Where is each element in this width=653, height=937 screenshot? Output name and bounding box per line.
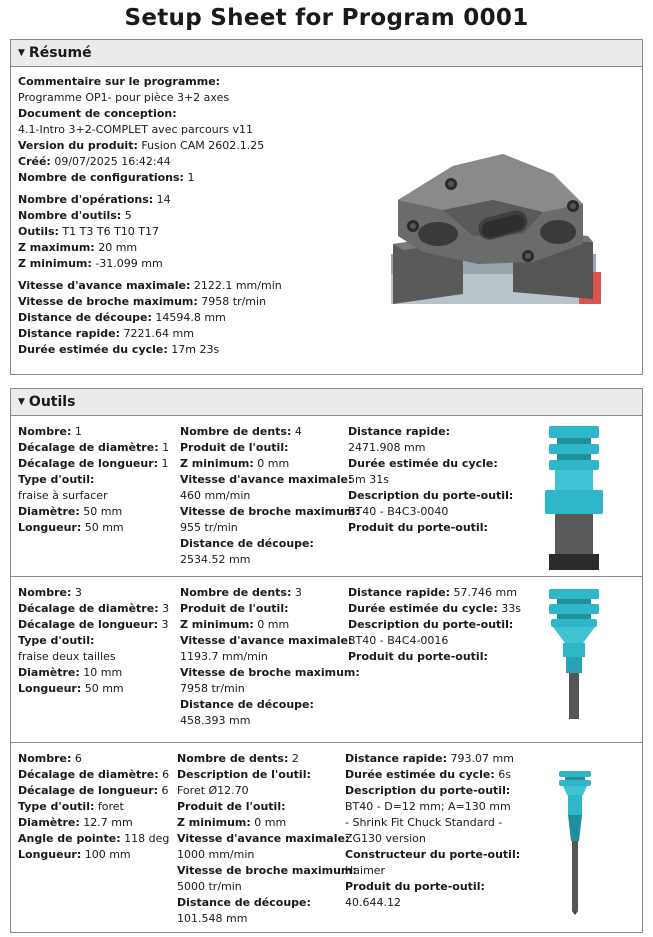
field-value: 14594.8 mm xyxy=(151,311,226,324)
field-value: 2534.52 mm xyxy=(180,553,251,566)
field-label: Décalage de longueur: xyxy=(18,457,159,470)
field-value: 6 xyxy=(158,784,169,797)
field-value: 3 xyxy=(158,618,169,631)
field-label: Nombre d'outils: xyxy=(18,209,122,222)
tool-field xyxy=(177,767,357,783)
tool-field xyxy=(177,815,357,831)
field-label: Type d'outil: xyxy=(18,473,95,486)
tool-field xyxy=(180,504,360,520)
tool-field xyxy=(348,633,521,649)
field-label: Vitesse d'avance maximale: xyxy=(180,634,353,647)
resume-header[interactable] xyxy=(11,40,642,67)
field-value: 2471.908 mm xyxy=(348,441,426,454)
resume-line xyxy=(18,256,282,272)
tool-field xyxy=(180,601,360,617)
field-label: Nombre d'opérations: xyxy=(18,193,154,206)
tool-field xyxy=(180,440,360,456)
resume-line xyxy=(18,310,282,326)
tool-field xyxy=(348,488,513,504)
field-value: Programme OP1- pour pièce 3+2 axes xyxy=(18,91,230,104)
field-label: Nombre: xyxy=(18,586,72,599)
tool-field xyxy=(18,456,169,472)
field-value: BT40 - B4C4-0016 xyxy=(348,634,449,647)
outils-section xyxy=(10,388,643,933)
field-label: Constructeur du porte-outil: xyxy=(345,848,521,861)
tool-field xyxy=(180,520,360,536)
tool-field xyxy=(18,751,169,767)
field-label: Outils: xyxy=(18,225,59,238)
tool-field xyxy=(18,633,169,649)
field-value: 7221.64 mm xyxy=(120,327,194,340)
field-value: 1 xyxy=(183,171,195,184)
field-value: 5 xyxy=(121,209,132,222)
field-value: 14 xyxy=(153,193,171,206)
field-label: Durée estimée du cycle: xyxy=(18,343,168,356)
tool-field xyxy=(18,488,169,504)
field-value: T1 T3 T6 T10 T17 xyxy=(58,225,160,238)
field-label: Décalage de longueur: xyxy=(18,618,159,631)
field-value: 4.1-Intro 3+2-COMPLET avec parcours v11 xyxy=(18,123,254,136)
tool-field xyxy=(348,456,513,472)
tool-field xyxy=(18,815,169,831)
tool-field xyxy=(345,863,520,879)
tool-field xyxy=(180,585,360,601)
field-value: Fusion CAM 2602.1.25 xyxy=(137,139,265,152)
field-value: 2 xyxy=(288,752,299,765)
field-value: 50 mm xyxy=(81,682,124,695)
field-value: 09/07/2025 16:42:44 xyxy=(50,155,171,168)
field-value: - Shrink Fit Chuck Standard - xyxy=(345,816,503,829)
field-label: Vitesse de broche maximum: xyxy=(18,295,198,308)
field-label: Décalage de diamètre: xyxy=(18,768,159,781)
field-value: 10 mm xyxy=(79,666,123,679)
field-label: Durée estimée du cycle: xyxy=(345,768,495,781)
field-label: Décalage de diamètre: xyxy=(18,602,159,615)
field-label: Produit de l'outil: xyxy=(177,800,286,813)
field-label: Z minimum: xyxy=(18,257,92,270)
field-value: 0 mm xyxy=(253,618,290,631)
field-label: Vitesse d'avance maximale: xyxy=(18,279,191,292)
field-value: 101.548 mm xyxy=(177,912,248,925)
tool-field xyxy=(18,799,169,815)
tool-field xyxy=(348,472,513,488)
page-title: Setup Sheet for Program 0001 xyxy=(124,5,529,31)
tool-field xyxy=(348,520,513,536)
tool-field xyxy=(177,847,357,863)
field-label: Distance rapide: xyxy=(348,425,450,438)
field-value: 7958 tr/min xyxy=(180,682,245,695)
field-label: Produit du porte-outil: xyxy=(348,650,488,663)
tool-field xyxy=(18,665,169,681)
resume-line xyxy=(18,74,282,90)
field-label: Distance de découpe: xyxy=(180,537,314,550)
tool-field xyxy=(180,552,360,568)
tool-field xyxy=(177,783,357,799)
field-label: Vitesse de broche maximum: xyxy=(177,864,357,877)
field-value: 20 mm xyxy=(94,241,138,254)
field-label: Vitesse d'avance maximale: xyxy=(180,473,353,486)
tool-field xyxy=(18,767,169,783)
field-value: 2122.1 mm/min xyxy=(190,279,282,292)
resume-line xyxy=(18,294,282,310)
field-label: Nombre de dents: xyxy=(180,586,292,599)
tool-field xyxy=(177,751,357,767)
field-value: 7958 tr/min xyxy=(197,295,267,308)
part-preview-image xyxy=(383,144,613,304)
resume-details xyxy=(18,74,282,358)
field-label: Z minimum: xyxy=(180,457,254,470)
field-label: Distance de découpe: xyxy=(177,896,311,909)
tool-row xyxy=(11,743,642,935)
tool-row xyxy=(11,416,642,577)
field-value: 460 mm/min xyxy=(180,489,251,502)
tool-field xyxy=(348,504,513,520)
resume-line xyxy=(18,342,282,358)
field-value: BT40 - D=12 mm; A=130 mm xyxy=(345,800,511,813)
field-value: 0 mm xyxy=(253,457,290,470)
field-value: 33s xyxy=(497,602,521,615)
tool-field xyxy=(177,911,357,927)
field-value: fraise deux tailles xyxy=(18,650,116,663)
tool-field xyxy=(180,617,360,633)
field-value: 3 xyxy=(291,586,302,599)
tool-field xyxy=(18,424,169,440)
tool-field xyxy=(348,601,521,617)
field-label: Commentaire sur le programme: xyxy=(18,75,221,88)
field-label: Durée estimée du cycle: xyxy=(348,457,498,470)
tool-6-image xyxy=(555,769,595,915)
resume-header-label: Résumé xyxy=(28,45,92,61)
field-value: 50 mm xyxy=(79,505,123,518)
field-label: Nombre: xyxy=(18,425,72,438)
field-value: 793.07 mm xyxy=(447,752,514,765)
tool-field xyxy=(18,831,169,847)
resume-line xyxy=(18,326,282,342)
tool-field xyxy=(180,456,360,472)
tool-field xyxy=(180,681,360,697)
tool-field xyxy=(180,488,360,504)
tool-row xyxy=(11,577,642,743)
field-label: Description du porte-outil: xyxy=(348,489,514,502)
field-value: Foret Ø12.70 xyxy=(177,784,249,797)
field-value: Haimer xyxy=(345,864,386,877)
tool-field xyxy=(18,601,169,617)
tool-field xyxy=(345,799,520,815)
field-value: 100 mm xyxy=(81,848,131,861)
field-label: Longueur: xyxy=(18,848,82,861)
tool-field xyxy=(18,617,169,633)
field-value: 1 xyxy=(71,425,82,438)
tool-field xyxy=(345,895,520,911)
resume-line xyxy=(18,224,282,240)
tool-field xyxy=(177,895,357,911)
field-label: Décalage de diamètre: xyxy=(18,441,159,454)
resume-line xyxy=(18,170,282,186)
field-value: 0 mm xyxy=(250,816,287,829)
tool-field xyxy=(345,831,520,847)
tool-field xyxy=(177,879,357,895)
collapse-triangle-icon[interactable]: ▼ xyxy=(18,48,25,58)
tool-field xyxy=(180,697,360,713)
field-value: 1 xyxy=(158,441,170,454)
field-label: Diamètre: xyxy=(18,505,80,518)
tool-field xyxy=(177,863,357,879)
field-label: Z maximum: xyxy=(18,241,95,254)
tool-field xyxy=(177,799,357,815)
tool-field xyxy=(345,879,520,895)
field-label: Durée estimée du cycle: xyxy=(348,602,498,615)
resume-line xyxy=(18,138,282,154)
resume-line xyxy=(18,90,282,106)
field-value: 4 xyxy=(291,425,302,438)
field-label: Distance de découpe: xyxy=(180,698,314,711)
field-value: ZG130 version xyxy=(345,832,426,845)
field-value: 1 xyxy=(158,457,169,470)
tool-field xyxy=(177,831,357,847)
resume-section xyxy=(10,39,643,375)
resume-line xyxy=(18,278,282,294)
tool-field xyxy=(348,424,513,440)
field-label: Type d'outil: xyxy=(18,800,95,813)
resume-line xyxy=(18,154,282,170)
tool-field xyxy=(348,585,521,601)
field-value: 50 mm xyxy=(81,521,124,534)
tool-field xyxy=(348,440,513,456)
field-value: 5m 31s xyxy=(348,473,389,486)
tool-field xyxy=(180,472,360,488)
field-label: Longueur: xyxy=(18,682,82,695)
resume-line xyxy=(18,240,282,256)
tool-field xyxy=(18,504,169,520)
field-label: Type d'outil: xyxy=(18,634,95,647)
tool-1-image xyxy=(539,424,609,572)
field-label: Décalage de longueur: xyxy=(18,784,159,797)
field-value: 6s xyxy=(494,768,511,781)
field-value: BT40 - B4C3-0040 xyxy=(348,505,449,518)
field-label: Produit du porte-outil: xyxy=(345,880,485,893)
field-label: Produit de l'outil: xyxy=(180,441,289,454)
field-label: Produit de l'outil: xyxy=(180,602,289,615)
field-value: 955 tr/min xyxy=(180,521,238,534)
tool-field xyxy=(348,649,521,665)
field-label: Diamètre: xyxy=(18,816,80,829)
tool-field xyxy=(345,751,520,767)
field-value: 57.746 mm xyxy=(450,586,517,599)
tool-field xyxy=(345,767,520,783)
outils-header[interactable] xyxy=(11,389,642,416)
tool-field xyxy=(180,424,360,440)
tool-field xyxy=(348,617,521,633)
field-label: Vitesse d'avance maximale: xyxy=(177,832,350,845)
tool-field xyxy=(18,847,169,863)
field-label: Nombre de configurations: xyxy=(18,171,184,184)
field-value: 12.7 mm xyxy=(79,816,133,829)
field-label: Angle de pointe: xyxy=(18,832,121,845)
tool-field xyxy=(18,783,169,799)
tool-3-image xyxy=(543,587,605,721)
field-label: Distance rapide: xyxy=(18,327,120,340)
field-label: Nombre de dents: xyxy=(177,752,289,765)
field-label: Distance rapide: xyxy=(348,586,450,599)
field-value: 458.393 mm xyxy=(180,714,251,727)
field-label: Produit du porte-outil: xyxy=(348,521,488,534)
field-value: foret xyxy=(94,800,124,813)
tool-field xyxy=(345,815,520,831)
tool-field xyxy=(18,520,169,536)
field-value: 5000 tr/min xyxy=(177,880,242,893)
field-label: Vitesse de broche maximum: xyxy=(180,666,360,679)
field-value: -31.099 mm xyxy=(91,257,163,270)
field-label: Nombre de dents: xyxy=(180,425,292,438)
collapse-triangle-icon[interactable]: ▼ xyxy=(18,397,25,407)
field-label: Z minimum: xyxy=(180,618,254,631)
resume-line xyxy=(18,106,282,122)
tool-field xyxy=(345,847,520,863)
field-label: Description du porte-outil: xyxy=(345,784,511,797)
tool-field xyxy=(18,681,169,697)
outils-header-label: Outils xyxy=(28,394,76,410)
resume-line xyxy=(18,192,282,208)
field-label: Distance rapide: xyxy=(345,752,447,765)
field-label: Version du produit: xyxy=(18,139,138,152)
field-label: Créé: xyxy=(18,155,51,168)
field-value: 6 xyxy=(158,768,170,781)
resume-line xyxy=(18,208,282,224)
tool-field xyxy=(18,585,169,601)
tool-field xyxy=(18,472,169,488)
field-label: Longueur: xyxy=(18,521,82,534)
tool-field xyxy=(345,783,520,799)
field-value: 40.644.12 xyxy=(345,896,401,909)
tool-field xyxy=(180,536,360,552)
tool-field xyxy=(180,665,360,681)
tool-field xyxy=(18,440,169,456)
field-value: 1193.7 mm/min xyxy=(180,650,268,663)
field-label: Diamètre: xyxy=(18,666,80,679)
field-label: Distance de découpe: xyxy=(18,311,152,324)
field-label: Document de conception: xyxy=(18,107,177,120)
field-value: fraise à surfacer xyxy=(18,489,108,502)
field-value: 3 xyxy=(71,586,82,599)
tool-field xyxy=(180,649,360,665)
tool-field xyxy=(180,633,360,649)
field-label: Nombre: xyxy=(18,752,72,765)
field-value: 3 xyxy=(158,602,170,615)
field-value: 118 deg xyxy=(120,832,170,845)
field-label: Description du porte-outil: xyxy=(348,618,514,631)
tool-field xyxy=(18,649,169,665)
field-value: 17m 23s xyxy=(167,343,220,356)
field-label: Vitesse de broche maximum: xyxy=(180,505,360,518)
field-label: Description de l'outil: xyxy=(177,768,311,781)
field-label: Z minimum: xyxy=(177,816,251,829)
tool-field xyxy=(180,713,360,729)
resume-line xyxy=(18,122,282,138)
field-value: 1000 mm/min xyxy=(177,848,255,861)
field-value: 6 xyxy=(71,752,82,765)
